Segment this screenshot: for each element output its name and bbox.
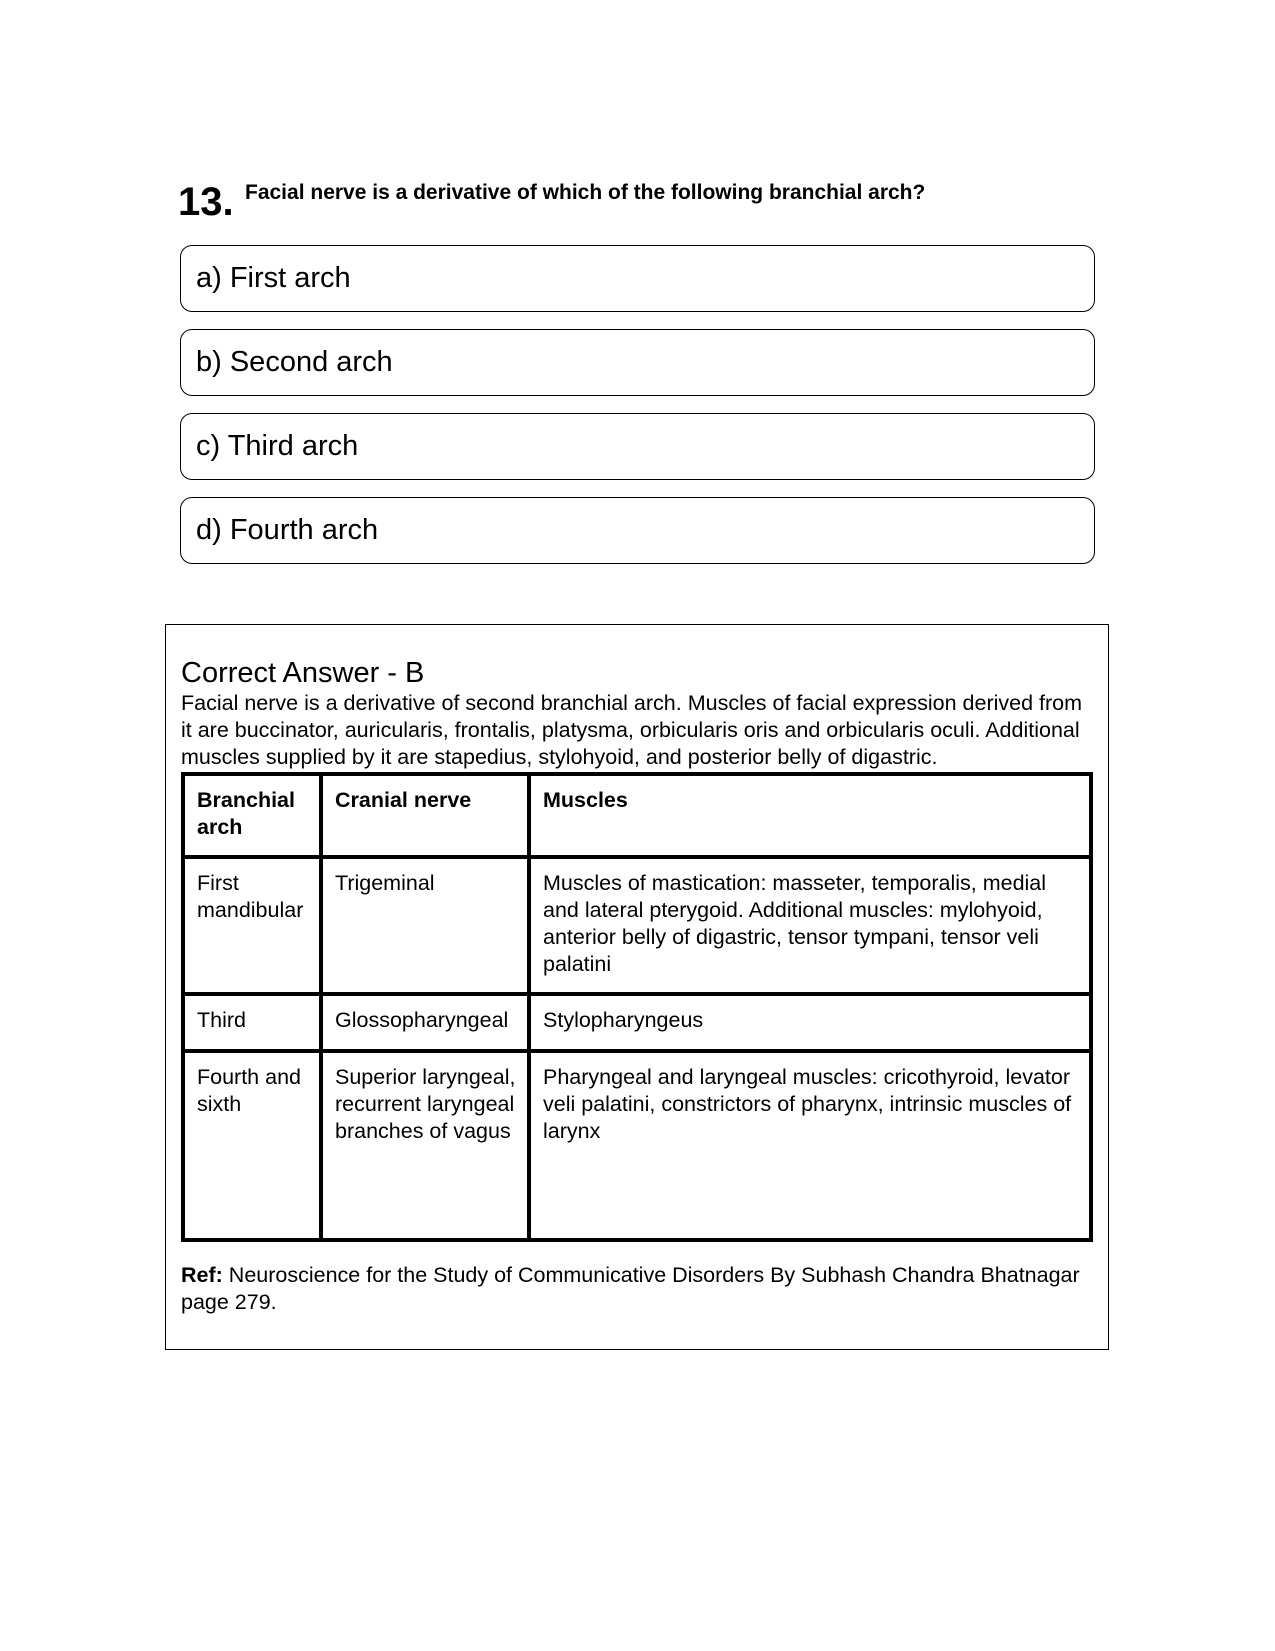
question-number: 13.	[178, 180, 234, 224]
table-row	[183, 994, 1091, 1051]
cell-arch: Third	[183, 994, 321, 1051]
reference-label: Ref:	[181, 1263, 223, 1287]
cell-arch: Fourth and sixth	[183, 1051, 321, 1240]
header-branchial-arch: Branchial arch	[183, 774, 321, 857]
header-cranial-nerve: Cranial nerve	[321, 774, 529, 857]
branchial-arch-table	[181, 772, 1093, 1242]
option-a[interactable]: a) First arch	[180, 245, 1095, 312]
option-b[interactable]: b) Second arch	[180, 329, 1095, 396]
reference-text: Neuroscience for the Study of Communicative Disorders By Subhash Chandra Bhatnagar page 279.	[181, 1263, 1080, 1314]
cell-muscles: Pharyngeal and laryngeal muscles: cricothyroid, levator veli palatini, constrictors of pharynx, intrinsic muscles of larynx	[529, 1051, 1091, 1240]
cell-nerve: Glossopharyngeal	[321, 994, 529, 1051]
answer-explanation: Facial nerve is a derivative of second branchial arch. Muscles of facial expression derived from it are buccinator, auricularis, frontalis, platysma, orbicularis oris and orbicularis oculi. Additional muscles supplied by it are stapedius, stylohyoid, and posterior belly of digastric.	[181, 691, 1083, 769]
cell-nerve: Superior laryngeal, recurrent laryngeal branches of vagus	[321, 1051, 529, 1240]
table-row	[183, 857, 1091, 994]
cell-arch: First mandibular	[183, 857, 321, 994]
cell-nerve: Trigeminal	[321, 857, 529, 994]
cell-muscles: Muscles of mastication: masseter, temporalis, medial and lateral pterygoid. Additional muscles: mylohyoid, anterior belly of digastric, tensor tympani, tensor veli palatini	[529, 857, 1091, 994]
option-c[interactable]: c) Third arch	[180, 413, 1095, 480]
question-text: Facial nerve is a derivative of which of the following branchial arch?	[245, 181, 926, 204]
reference	[181, 1262, 1081, 1316]
table-row	[183, 1051, 1091, 1240]
answer-title: Correct Answer - B	[181, 657, 425, 689]
header-muscles: Muscles	[529, 774, 1091, 857]
table-header-row	[183, 774, 1091, 857]
option-d[interactable]: d) Fourth arch	[180, 497, 1095, 564]
cell-muscles: Stylopharyngeus	[529, 994, 1091, 1051]
